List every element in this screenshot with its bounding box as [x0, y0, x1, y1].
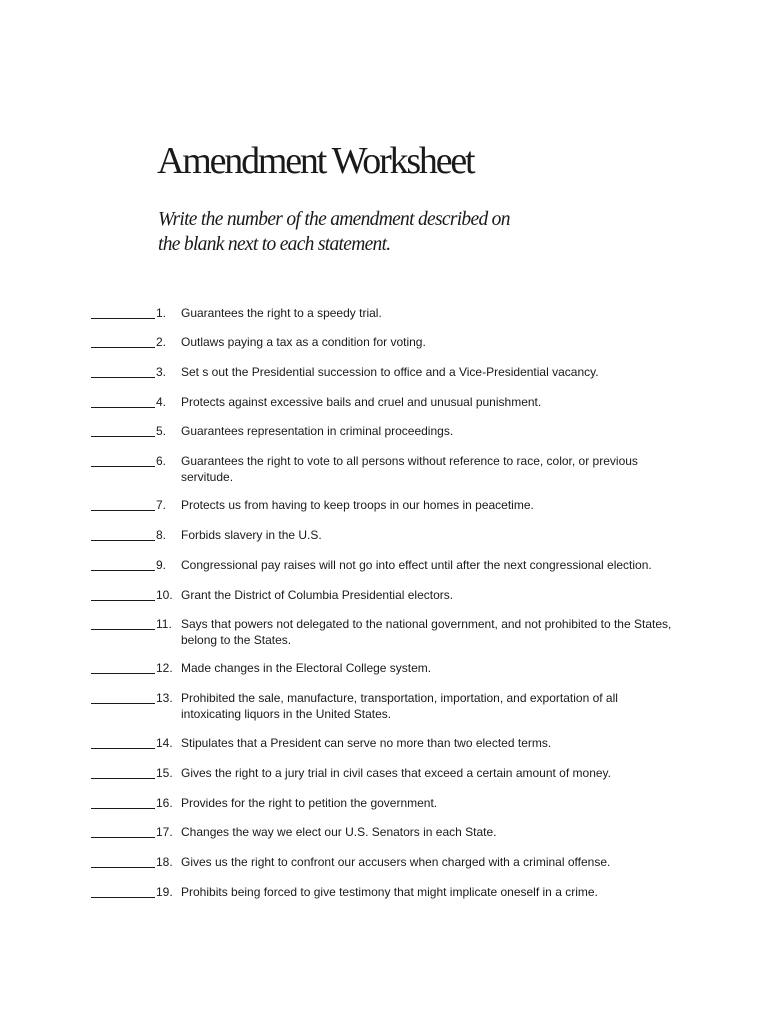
answer-blank[interactable]	[91, 735, 155, 749]
question-number: 19.	[156, 885, 173, 899]
question-item	[91, 616, 691, 648]
instructions-line-1: Write the number of the amendment described on	[158, 209, 510, 230]
question-text: Protects against excessive bails and cruel and unusual punishment.	[181, 395, 542, 409]
answer-blank[interactable]	[91, 824, 155, 838]
question-number: 1.	[156, 306, 167, 320]
question-number: 13.	[156, 691, 173, 705]
question-text: Says that powers not delegated to the national government, and not prohibited to the States, belong to the States.	[181, 617, 672, 647]
question-number: 5.	[156, 424, 167, 438]
answer-blank[interactable]	[91, 854, 155, 868]
question-number: 17.	[156, 825, 173, 839]
question-number: 14.	[156, 736, 173, 750]
answer-blank[interactable]	[91, 364, 155, 378]
question-number: 2.	[156, 335, 167, 349]
answer-blank[interactable]	[91, 795, 155, 809]
question-text: Made changes in the Electoral College system.	[181, 661, 432, 675]
question-text: Prohibits being forced to give testimony that might implicate oneself in a crime.	[181, 885, 598, 899]
question-text: Congressional pay raises will not go into effect until after the next congressional election.	[181, 558, 652, 572]
question-item	[91, 824, 691, 840]
answer-blank[interactable]	[91, 423, 155, 437]
answer-blank[interactable]	[91, 587, 155, 601]
answer-blank[interactable]	[91, 884, 155, 898]
question-text: Forbids slavery in the U.S.	[181, 528, 322, 542]
question-item	[91, 497, 691, 513]
answer-blank[interactable]	[91, 394, 155, 408]
question-item	[91, 334, 691, 350]
question-number: 4.	[156, 395, 167, 409]
question-item	[91, 557, 691, 573]
question-item	[91, 854, 691, 870]
question-number: 9.	[156, 558, 167, 572]
question-text: Changes the way we elect our U.S. Senators in each State.	[181, 825, 497, 839]
question-text: Gives us the right to confront our accusers when charged with a criminal offense.	[181, 855, 611, 869]
answer-blank[interactable]	[91, 453, 155, 467]
question-number: 18.	[156, 855, 173, 869]
question-text: Stipulates that a President can serve no more than two elected terms.	[181, 736, 552, 750]
answer-blank[interactable]	[91, 557, 155, 571]
question-item	[91, 453, 691, 485]
question-text: Outlaws paying a tax as a condition for voting.	[181, 335, 426, 349]
question-number: 12.	[156, 661, 173, 675]
question-item	[91, 690, 691, 722]
question-number: 15.	[156, 766, 173, 780]
question-text: Protects us from having to keep troops in our homes in peacetime.	[181, 498, 534, 512]
answer-blank[interactable]	[91, 527, 155, 541]
question-item	[91, 423, 691, 439]
question-item	[91, 765, 691, 781]
question-item	[91, 394, 691, 410]
question-item	[91, 735, 691, 751]
question-text: Guarantees the right to vote to all persons without reference to race, color, or previous servitude.	[181, 454, 638, 484]
question-text: Guarantees the right to a speedy trial.	[181, 306, 382, 320]
question-number: 3.	[156, 365, 167, 379]
question-item	[91, 305, 691, 321]
question-number: 11.	[156, 617, 172, 631]
question-text: Guarantees representation in criminal proceedings.	[181, 424, 454, 438]
page-title: Amendment Worksheet	[157, 140, 474, 182]
answer-blank[interactable]	[91, 690, 155, 704]
question-item	[91, 795, 691, 811]
instructions-line-2: the blank next to each statement.	[158, 234, 391, 255]
question-text: Grant the District of Columbia Presidential electors.	[181, 588, 454, 602]
question-item	[91, 364, 691, 380]
question-text: Provides for the right to petition the government.	[181, 796, 438, 810]
question-number: 10.	[156, 588, 173, 602]
question-item	[91, 587, 691, 603]
question-number: 7.	[156, 498, 167, 512]
question-item	[91, 884, 691, 900]
question-item	[91, 660, 691, 676]
question-text: Prohibited the sale, manufacture, transportation, importation, and exportation of all intoxicating liquors in the United States.	[181, 691, 618, 721]
question-text: Set s out the Presidential succession to office and a Vice-Presidential vacancy.	[181, 365, 599, 379]
answer-blank[interactable]	[91, 660, 155, 674]
answer-blank[interactable]	[91, 616, 155, 630]
question-text: Gives the right to a jury trial in civil cases that exceed a certain amount of money.	[181, 766, 611, 780]
answer-blank[interactable]	[91, 765, 155, 779]
question-item	[91, 527, 691, 543]
answer-blank[interactable]	[91, 305, 155, 319]
question-number: 16.	[156, 796, 173, 810]
answer-blank[interactable]	[91, 334, 155, 348]
question-number: 8.	[156, 528, 167, 542]
question-number: 6.	[156, 454, 167, 468]
answer-blank[interactable]	[91, 497, 155, 511]
